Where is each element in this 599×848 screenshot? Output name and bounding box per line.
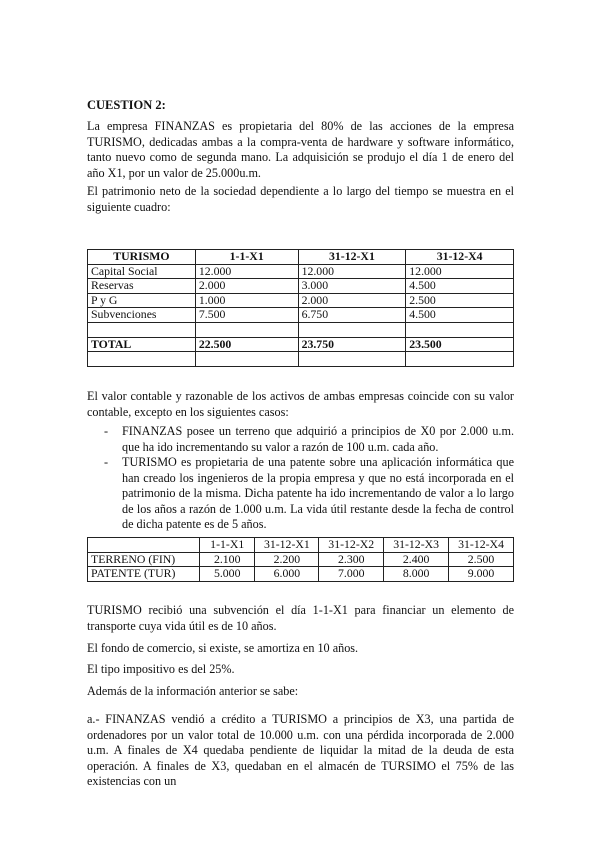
table-cell: 12.000 xyxy=(195,264,298,279)
table-cell: Reservas xyxy=(88,279,196,294)
table-cell: 6.000 xyxy=(255,567,319,582)
table-cell: 7.500 xyxy=(195,308,298,323)
table-cell: Subvenciones xyxy=(88,308,196,323)
table-header-cell: TURISMO xyxy=(88,250,196,265)
table-header-cell: 1-1-X1 xyxy=(195,250,298,265)
table-cell: 4.500 xyxy=(406,308,514,323)
paragraph-item-a: a.- FINANZAS vendió a crédito a TURISMO a principios de X3, una partida de ordenadores por un valor total de 10.000 u.m. con una pérdida incorporada de 2.000 u.m. A finales de X4 quedaba pendiente de liquidar la mitad de la deuda de esta operación. A finales de X3, quedaban en el almacén de TURSIMO el 75% de las existencias con un xyxy=(87,712,514,789)
table-header-cell: 31-12-X1 xyxy=(298,250,406,265)
table-header-cell: 31-12-X3 xyxy=(384,538,449,553)
table-row xyxy=(88,567,514,582)
paragraph-subsidy: TURISMO recibió una subvención el día 1-1-X1 para financiar un elemento de transporte cuya vida útil es de 10 años. xyxy=(87,603,514,633)
table-cell: 4.500 xyxy=(406,279,514,294)
table-cell: 2.500 xyxy=(406,293,514,308)
table-row xyxy=(88,308,514,323)
paragraph-goodwill: El fondo de comercio, si existe, se amortiza en 10 años. xyxy=(87,641,359,656)
table-header-cell xyxy=(88,538,200,553)
bullet-dash: - xyxy=(104,455,109,469)
table-cell: 7.000 xyxy=(319,567,384,582)
table-cell: 1.000 xyxy=(195,293,298,308)
paragraph-tax-rate: El tipo impositivo es del 25%. xyxy=(87,662,235,677)
table-cell: 9.000 xyxy=(449,567,514,582)
asset-values-table xyxy=(87,537,514,582)
table-cell: 12.000 xyxy=(406,264,514,279)
table-header-cell: 1-1-X1 xyxy=(199,538,254,553)
table-cell: 12.000 xyxy=(298,264,406,279)
table-cell: 2.200 xyxy=(255,552,319,567)
table-cell: 2.400 xyxy=(384,552,449,567)
paragraph-acquisition: La empresa FINANZAS es propietaria del 80% de las acciones de la empresa TURISMO, dedicadas ambas a la compra-venta de hardware y software informático, tanto nuevo como de segunda mano. La adquisición se produjo el día 1 de enero del año X1, por un valor de 25.000u.m. xyxy=(87,119,514,180)
table-cell: 22.500 xyxy=(195,337,298,352)
table-row xyxy=(88,552,514,567)
table-cell: 2.100 xyxy=(199,552,254,567)
table-cell: Capital Social xyxy=(88,264,196,279)
table-cell: 8.000 xyxy=(384,567,449,582)
equity-table xyxy=(87,249,514,367)
table-cell: 6.750 xyxy=(298,308,406,323)
table-cell: 5.000 xyxy=(199,567,254,582)
table-cell: 2.500 xyxy=(449,552,514,567)
table-row-empty xyxy=(88,352,514,367)
table-row xyxy=(88,293,514,308)
exceptions-list xyxy=(87,424,514,533)
table-cell: 2.000 xyxy=(298,293,406,308)
table-row-empty xyxy=(88,322,514,337)
paragraph-fair-value: El valor contable y razonable de los activos de ambas empresas coincide con su valor contable, excepto en los siguientes casos: xyxy=(87,389,514,419)
table-cell: 3.000 xyxy=(298,279,406,294)
table-cell: TERRENO (FIN) xyxy=(88,552,200,567)
table-cell: 23.500 xyxy=(406,337,514,352)
table-cell: 23.750 xyxy=(298,337,406,352)
paragraph-equity-intro: El patrimonio neto de la sociedad dependiente a lo largo del tiempo se muestra en el siguiente cuadro: xyxy=(87,184,514,214)
equity-table-header xyxy=(88,250,514,265)
table-row xyxy=(88,279,514,294)
table-header-cell: 31-12-X1 xyxy=(255,538,319,553)
table-cell: TOTAL xyxy=(88,337,196,352)
list-item: - TURISMO es propietaria de una patente sobre una aplicación informática que han creado los ingenieros de la propia empresa y que no está incorporada en el patrimonio de la misma. Dicha patente ha ido incrementando de valor a lo largo de los años a razón de 1.000 u.m. La vida útil restante desde la fecha de control de dicha patente es de 5 años. xyxy=(104,455,514,531)
section-heading: CUESTION 2: xyxy=(87,98,166,112)
table-header-cell: 31-12-X2 xyxy=(319,538,384,553)
table-header-cell: 31-12-X4 xyxy=(406,250,514,265)
list-item: - FINANZAS posee un terreno que adquirió a principios de X0 por 2.000 u.m. que ha ido incrementando su valor a razón de 100 u.m. cada año. xyxy=(104,424,514,454)
table-cell: 2.300 xyxy=(319,552,384,567)
table-row xyxy=(88,264,514,279)
table-cell: PATENTE (TUR) xyxy=(88,567,200,582)
table-cell: 2.000 xyxy=(195,279,298,294)
table-cell: P y G xyxy=(88,293,196,308)
bullet-dash: - xyxy=(104,424,109,438)
table-header-cell: 31-12-X4 xyxy=(449,538,514,553)
table-row-total xyxy=(88,337,514,352)
paragraph-additional-info: Además de la información anterior se sabe: xyxy=(87,684,299,699)
asset-values-table-header xyxy=(88,538,514,553)
